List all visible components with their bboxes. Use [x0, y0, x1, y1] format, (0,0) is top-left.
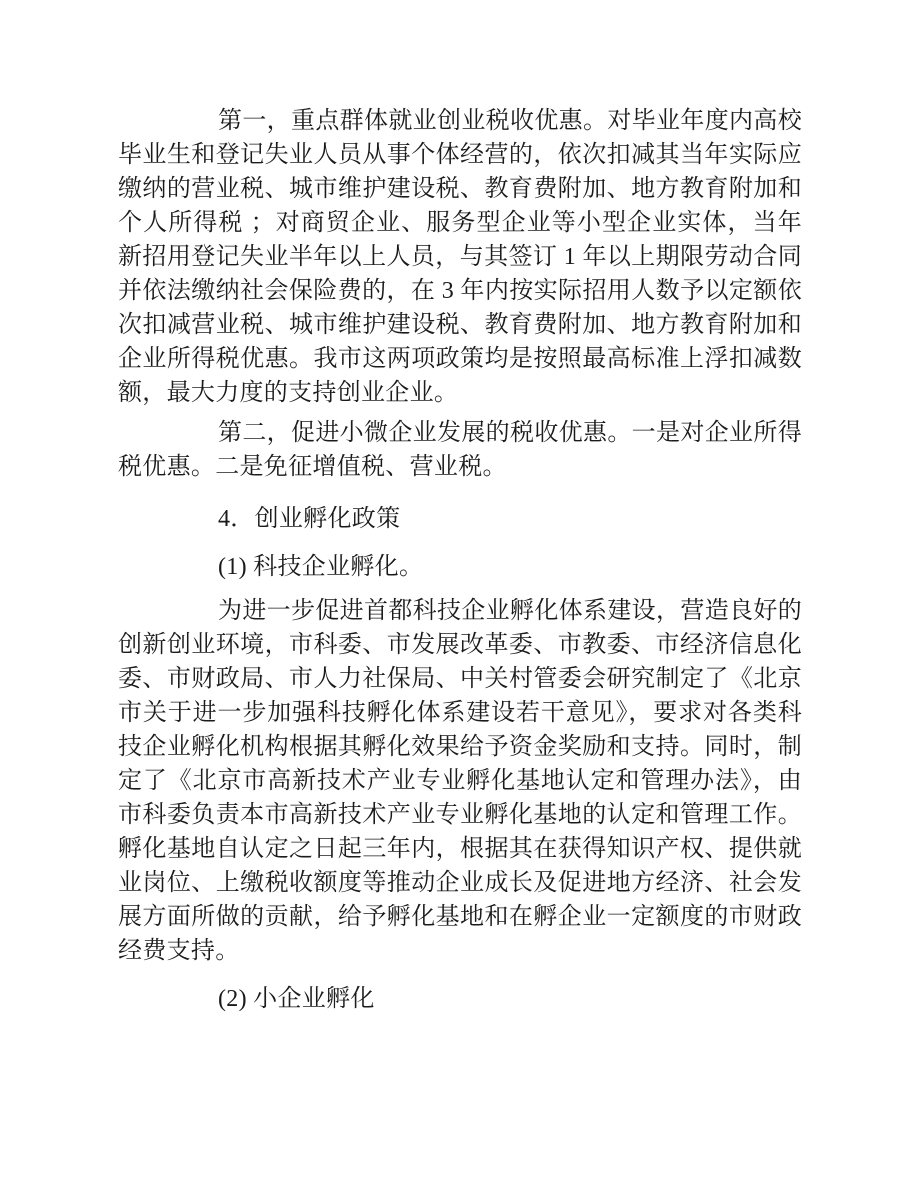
- paragraph-tax-incentive-key-groups: 第一，重点群体就业创业税收优惠。对毕业年度内高校毕业生和登记失业人员从事个体经营的，依次扣减其当年实际应缴纳的营业税、城市维护建设税、教育费附加、地方教育附加和个人所得税 ；对商贸企业、服务型企业等小型企业实体，当年新招用登记失业半年以上人员，与其签订 1 年以上期限劳动合同并依法缴纳社会保险费的，在 3 年内按实际招用人数予以定额依次扣减营业税、城市维护建设税、教育费附加、地方教育附加和企业所得税优惠。我市这两项政策均是按照最高标准上浮扣减数额，最大力度的支持创业企业。: [118, 108, 802, 406]
- paragraph-tax-incentive-small-micro: 第二，促进小微企业发展的税收优惠。一是对企业所得税优惠。二是免征增值税、营业税。: [118, 420, 802, 480]
- paragraph-tech-incubation-detail: 为进一步促进首都科技企业孵化体系建设，营造良好的创新创业环境，市科委、市发展改革委、市教委、市经济信息化委、市财政局、市人力社保局、中关村管委会研究制定了《北京市关于进一步加强科技孵化体系建设若干意见》，要求对各类科技企业孵化机构根据其孵化效果给予资金奖励和支持。同时，制定了《北京市高新技术产业专业孵化基地认定和管理办法》，由市科委负责本市高新技术产业专业孵化基地的认定和管理工作。孵化基地自认定之日起三年内，根据其在获得知识产权、提供就业岗位、上缴税收额度等推动企业成长及促进地方经济、社会发展方面所做的贡献，给予孵化基地和在孵企业一定额度的市财政经费支持。: [118, 598, 802, 964]
- subheading-small-enterprise-incubation: (2) 小企业孵化: [218, 986, 375, 1012]
- subheading-tech-enterprise-incubation: (1) 科技企业孵化。: [218, 554, 424, 580]
- heading-incubation-policy: 4．创业孵化政策: [218, 506, 401, 532]
